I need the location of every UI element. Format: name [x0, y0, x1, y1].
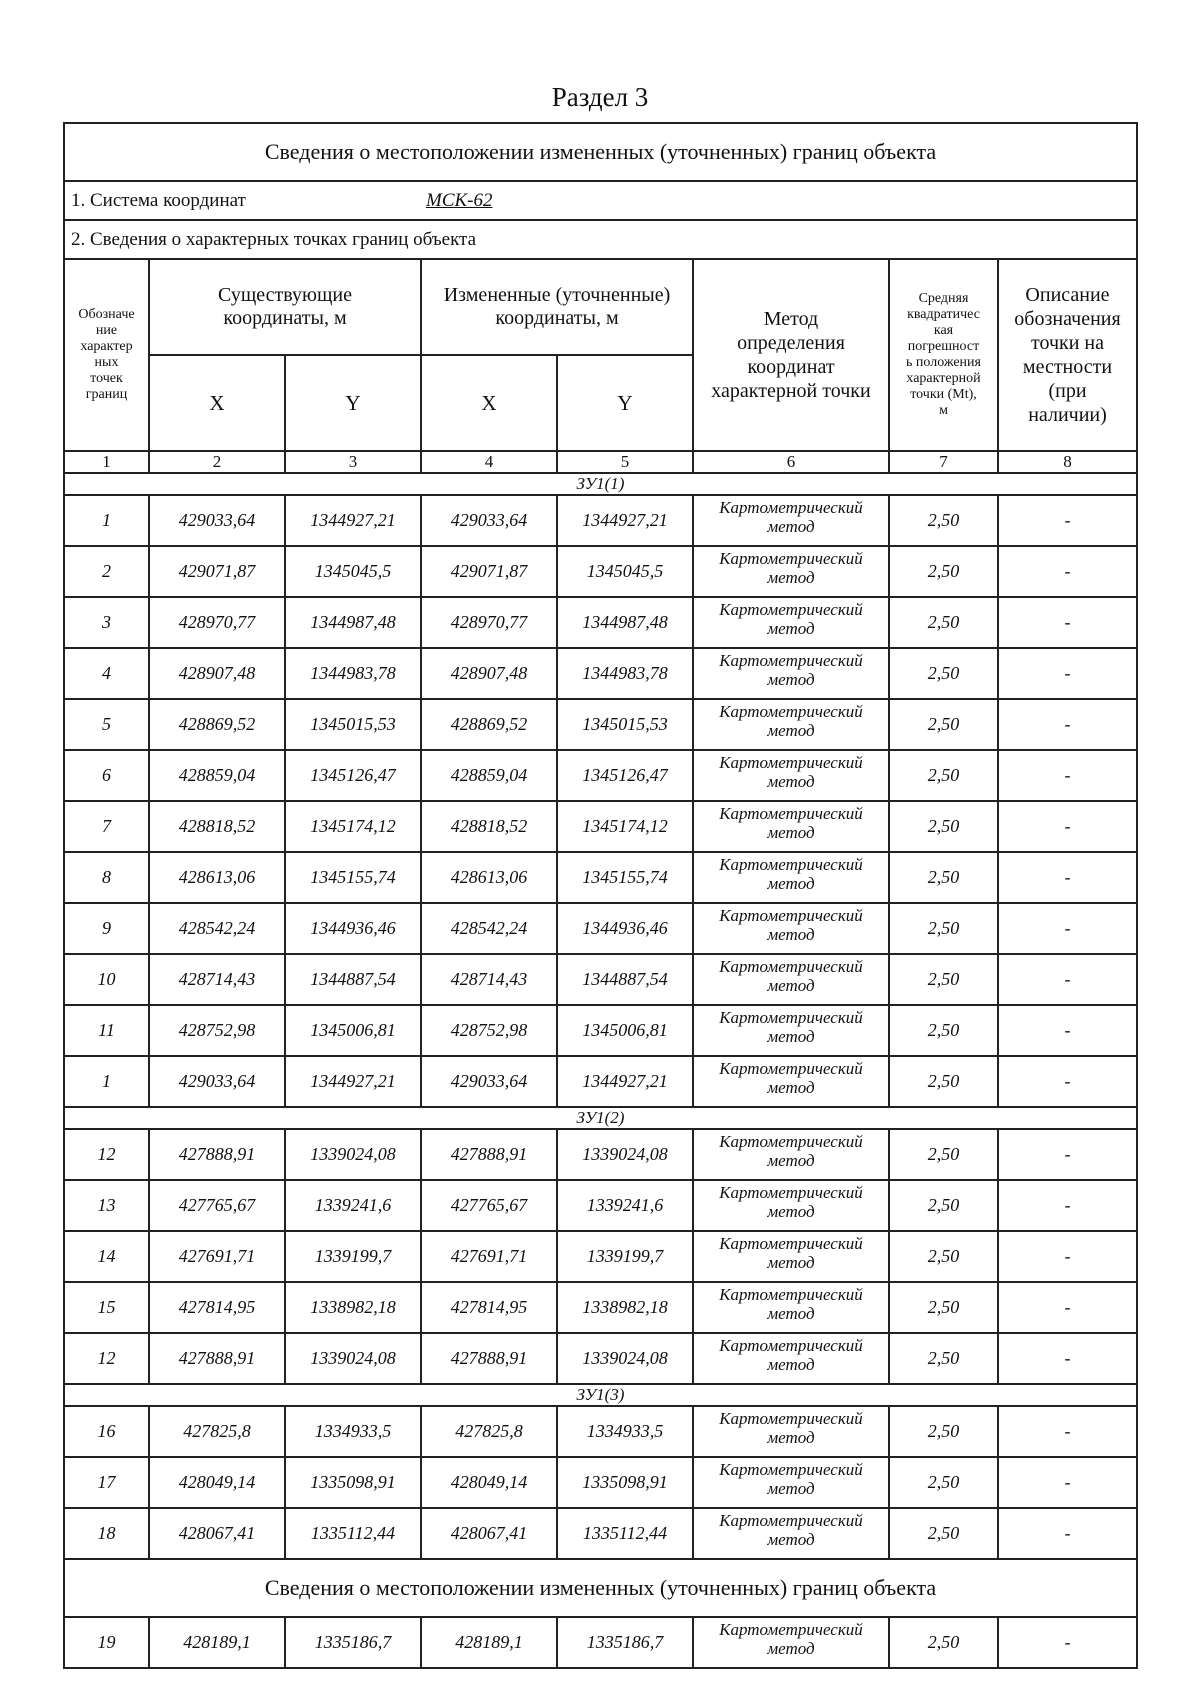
changed-y-cell: 1344887,54: [557, 954, 693, 1005]
changed-y-cell: 1335098,91: [557, 1457, 693, 1508]
point-number-cell: 5: [64, 699, 149, 750]
existing-y-cell: 1344927,21: [285, 495, 421, 546]
description-cell: -: [998, 495, 1137, 546]
description-cell: -: [998, 1333, 1137, 1384]
changed-x-cell: 427691,71: [421, 1231, 557, 1282]
header-accuracy: Средняя квадратичес кая погрешност ь положения характерной точки (Mt), м: [889, 259, 998, 451]
existing-x-cell: 429071,87: [149, 546, 285, 597]
existing-y-cell: 1335112,44: [285, 1508, 421, 1559]
point-number-cell: 18: [64, 1508, 149, 1559]
existing-x-cell: 429033,64: [149, 495, 285, 546]
changed-x-cell: 427888,91: [421, 1333, 557, 1384]
section-banner-repeat: Сведения о местоположении измененных (уточненных) границ объекта: [64, 1559, 1137, 1617]
column-numbers-row: [64, 451, 1137, 473]
point-number-cell: 17: [64, 1457, 149, 1508]
description-cell: -: [998, 1056, 1137, 1107]
header-changed-x: X: [421, 355, 557, 451]
changed-y-cell: 1339199,7: [557, 1231, 693, 1282]
table-row: [64, 495, 1137, 546]
method-cell: Картометрический метод: [693, 546, 889, 597]
method-cell: Картометрический метод: [693, 801, 889, 852]
point-number-cell: 10: [64, 954, 149, 1005]
accuracy-cell: 2,50: [889, 699, 998, 750]
existing-x-cell: 428542,24: [149, 903, 285, 954]
table-row: [64, 903, 1137, 954]
existing-y-cell: 1344983,78: [285, 648, 421, 699]
method-cell: Картометрический метод: [693, 852, 889, 903]
point-number-cell: 12: [64, 1129, 149, 1180]
accuracy-cell: 2,50: [889, 597, 998, 648]
changed-y-cell: 1344927,21: [557, 1056, 693, 1107]
method-cell: Картометрический метод: [693, 903, 889, 954]
changed-y-cell: 1344987,48: [557, 597, 693, 648]
changed-y-cell: 1338982,18: [557, 1282, 693, 1333]
changed-x-cell: 428714,43: [421, 954, 557, 1005]
accuracy-cell: 2,50: [889, 1333, 998, 1384]
header-changed-y: Y: [557, 355, 693, 451]
existing-x-cell: 428752,98: [149, 1005, 285, 1056]
table-row: [64, 1005, 1137, 1056]
existing-y-cell: 1334933,5: [285, 1406, 421, 1457]
changed-x-cell: 427825,8: [421, 1406, 557, 1457]
boundary-points-table: [63, 122, 1138, 1669]
changed-y-cell: 1344936,46: [557, 903, 693, 954]
table-row: [64, 1617, 1137, 1668]
table-row: [64, 1333, 1137, 1384]
point-number-cell: 2: [64, 546, 149, 597]
method-cell: Картометрический метод: [693, 1333, 889, 1384]
changed-x-cell: 428542,24: [421, 903, 557, 954]
point-number-cell: 19: [64, 1617, 149, 1668]
coordinate-system-row: [64, 181, 1137, 220]
description-cell: -: [998, 1180, 1137, 1231]
existing-y-cell: 1339241,6: [285, 1180, 421, 1231]
method-cell: Картометрический метод: [693, 750, 889, 801]
existing-x-cell: 427825,8: [149, 1406, 285, 1457]
description-cell: -: [998, 648, 1137, 699]
table-row: [64, 699, 1137, 750]
changed-x-cell: 427814,95: [421, 1282, 557, 1333]
accuracy-cell: 2,50: [889, 1129, 998, 1180]
existing-y-cell: 1344987,48: [285, 597, 421, 648]
existing-x-cell: 427814,95: [149, 1282, 285, 1333]
changed-x-cell: 428907,48: [421, 648, 557, 699]
column-number: 5: [557, 451, 693, 473]
accuracy-cell: 2,50: [889, 801, 998, 852]
existing-x-cell: 427888,91: [149, 1333, 285, 1384]
table-row: [64, 1129, 1137, 1180]
accuracy-cell: 2,50: [889, 1617, 998, 1668]
column-number: 2: [149, 451, 285, 473]
accuracy-cell: 2,50: [889, 852, 998, 903]
header-point-name: Обозначе ние характер ных точек границ: [64, 259, 149, 451]
table-row: [64, 1406, 1137, 1457]
description-cell: -: [998, 1617, 1137, 1668]
existing-y-cell: 1345006,81: [285, 1005, 421, 1056]
header-existing-x: X: [149, 355, 285, 451]
changed-x-cell: 427888,91: [421, 1129, 557, 1180]
accuracy-cell: 2,50: [889, 648, 998, 699]
existing-x-cell: 428049,14: [149, 1457, 285, 1508]
changed-x-cell: 428067,41: [421, 1508, 557, 1559]
point-number-cell: 14: [64, 1231, 149, 1282]
point-number-cell: 4: [64, 648, 149, 699]
header-existing-coordinates: Существующие координаты, м: [149, 259, 421, 355]
description-cell: -: [998, 597, 1137, 648]
group-header-row: [64, 1384, 1137, 1406]
changed-x-cell: 428189,1: [421, 1617, 557, 1668]
existing-x-cell: 428907,48: [149, 648, 285, 699]
accuracy-cell: 2,50: [889, 1231, 998, 1282]
description-cell: -: [998, 1508, 1137, 1559]
method-cell: Картометрический метод: [693, 597, 889, 648]
existing-y-cell: 1339024,08: [285, 1129, 421, 1180]
description-cell: -: [998, 1129, 1137, 1180]
accuracy-cell: 2,50: [889, 750, 998, 801]
description-cell: -: [998, 903, 1137, 954]
group-header-row: [64, 473, 1137, 495]
changed-x-cell: 428859,04: [421, 750, 557, 801]
changed-y-cell: 1345045,5: [557, 546, 693, 597]
points-heading: 2. Сведения о характерных точках границ объекта: [64, 220, 1137, 259]
changed-y-cell: 1345015,53: [557, 699, 693, 750]
column-number: 4: [421, 451, 557, 473]
changed-x-cell: 428752,98: [421, 1005, 557, 1056]
column-number: 7: [889, 451, 998, 473]
point-number-cell: 6: [64, 750, 149, 801]
changed-x-cell: 428970,77: [421, 597, 557, 648]
column-number: 6: [693, 451, 889, 473]
changed-x-cell: 428613,06: [421, 852, 557, 903]
accuracy-cell: 2,50: [889, 954, 998, 1005]
table-row: [64, 801, 1137, 852]
changed-x-cell: 428818,52: [421, 801, 557, 852]
changed-x-cell: 429033,64: [421, 495, 557, 546]
description-cell: -: [998, 699, 1137, 750]
changed-y-cell: 1334933,5: [557, 1406, 693, 1457]
header-existing-y: Y: [285, 355, 421, 451]
method-cell: Картометрический метод: [693, 1508, 889, 1559]
changed-y-cell: 1344927,21: [557, 495, 693, 546]
table-row: [64, 648, 1137, 699]
existing-x-cell: 428818,52: [149, 801, 285, 852]
table-row: [64, 954, 1137, 1005]
table-row: [64, 546, 1137, 597]
coordinate-system-value: МСК-62: [426, 189, 493, 211]
column-number: 3: [285, 451, 421, 473]
point-number-cell: 9: [64, 903, 149, 954]
point-number-cell: 15: [64, 1282, 149, 1333]
coordinate-system-label: 1. Система координат: [71, 189, 246, 211]
description-cell: -: [998, 1231, 1137, 1282]
table-row: [64, 1457, 1137, 1508]
existing-x-cell: 428613,06: [149, 852, 285, 903]
changed-y-cell: 1339024,08: [557, 1333, 693, 1384]
method-cell: Картометрический метод: [693, 954, 889, 1005]
changed-x-cell: 429033,64: [421, 1056, 557, 1107]
existing-y-cell: 1335098,91: [285, 1457, 421, 1508]
group-header-row: [64, 1107, 1137, 1129]
method-cell: Картометрический метод: [693, 1282, 889, 1333]
table-row: [64, 1180, 1137, 1231]
existing-x-cell: 428189,1: [149, 1617, 285, 1668]
changed-y-cell: 1345006,81: [557, 1005, 693, 1056]
point-number-cell: 7: [64, 801, 149, 852]
existing-y-cell: 1345045,5: [285, 546, 421, 597]
existing-y-cell: 1344927,21: [285, 1056, 421, 1107]
table-row: [64, 1056, 1137, 1107]
description-cell: -: [998, 954, 1137, 1005]
description-cell: -: [998, 852, 1137, 903]
existing-x-cell: 428067,41: [149, 1508, 285, 1559]
method-cell: Картометрический метод: [693, 1056, 889, 1107]
existing-y-cell: 1344887,54: [285, 954, 421, 1005]
point-number-cell: 3: [64, 597, 149, 648]
method-cell: Картометрический метод: [693, 495, 889, 546]
point-number-cell: 12: [64, 1333, 149, 1384]
existing-x-cell: 429033,64: [149, 1056, 285, 1107]
existing-y-cell: 1345174,12: [285, 801, 421, 852]
method-cell: Картометрический метод: [693, 1231, 889, 1282]
existing-y-cell: 1338982,18: [285, 1282, 421, 1333]
description-cell: -: [998, 1406, 1137, 1457]
table-row: [64, 750, 1137, 801]
changed-y-cell: 1335186,7: [557, 1617, 693, 1668]
accuracy-cell: 2,50: [889, 903, 998, 954]
accuracy-cell: 2,50: [889, 1457, 998, 1508]
accuracy-cell: 2,50: [889, 1056, 998, 1107]
changed-x-cell: 427765,67: [421, 1180, 557, 1231]
group-name: ЗУ1(2): [64, 1107, 1137, 1129]
column-number: 1: [64, 451, 149, 473]
header-description: Описание обозначения точки на местности (при наличии): [998, 259, 1137, 451]
accuracy-cell: 2,50: [889, 1406, 998, 1457]
description-cell: -: [998, 750, 1137, 801]
point-number-cell: 1: [64, 495, 149, 546]
existing-x-cell: 427691,71: [149, 1231, 285, 1282]
method-cell: Картометрический метод: [693, 1457, 889, 1508]
existing-y-cell: 1335186,7: [285, 1617, 421, 1668]
existing-x-cell: 428859,04: [149, 750, 285, 801]
method-cell: Картометрический метод: [693, 1406, 889, 1457]
changed-x-cell: 429071,87: [421, 546, 557, 597]
group-name: ЗУ1(3): [64, 1384, 1137, 1406]
existing-x-cell: 428869,52: [149, 699, 285, 750]
point-number-cell: 8: [64, 852, 149, 903]
point-number-cell: 16: [64, 1406, 149, 1457]
table-row: [64, 852, 1137, 903]
header-method: Метод определения координат характерной точки: [693, 259, 889, 451]
table-row: [64, 1508, 1137, 1559]
existing-y-cell: 1339024,08: [285, 1333, 421, 1384]
table-row: [64, 597, 1137, 648]
description-cell: -: [998, 546, 1137, 597]
changed-y-cell: 1339241,6: [557, 1180, 693, 1231]
method-cell: Картометрический метод: [693, 1180, 889, 1231]
changed-y-cell: 1345174,12: [557, 801, 693, 852]
existing-y-cell: 1345015,53: [285, 699, 421, 750]
changed-y-cell: 1345155,74: [557, 852, 693, 903]
description-cell: -: [998, 801, 1137, 852]
description-cell: -: [998, 1282, 1137, 1333]
accuracy-cell: 2,50: [889, 495, 998, 546]
changed-y-cell: 1345126,47: [557, 750, 693, 801]
changed-y-cell: 1344983,78: [557, 648, 693, 699]
description-cell: -: [998, 1005, 1137, 1056]
table-row: [64, 1231, 1137, 1282]
changed-y-cell: 1335112,44: [557, 1508, 693, 1559]
existing-x-cell: 428970,77: [149, 597, 285, 648]
existing-y-cell: 1344936,46: [285, 903, 421, 954]
accuracy-cell: 2,50: [889, 1282, 998, 1333]
method-cell: Картометрический метод: [693, 648, 889, 699]
existing-y-cell: 1345126,47: [285, 750, 421, 801]
table-row: [64, 1282, 1137, 1333]
description-cell: -: [998, 1457, 1137, 1508]
accuracy-cell: 2,50: [889, 1180, 998, 1231]
existing-x-cell: 428714,43: [149, 954, 285, 1005]
header-changed-coordinates: Измененные (уточненные) координаты, м: [421, 259, 693, 355]
existing-y-cell: 1345155,74: [285, 852, 421, 903]
method-cell: Картометрический метод: [693, 1617, 889, 1668]
point-number-cell: 1: [64, 1056, 149, 1107]
accuracy-cell: 2,50: [889, 1508, 998, 1559]
changed-x-cell: 428049,14: [421, 1457, 557, 1508]
method-cell: Картометрический метод: [693, 1129, 889, 1180]
changed-y-cell: 1339024,08: [557, 1129, 693, 1180]
changed-x-cell: 428869,52: [421, 699, 557, 750]
existing-y-cell: 1339199,7: [285, 1231, 421, 1282]
existing-x-cell: 427888,91: [149, 1129, 285, 1180]
accuracy-cell: 2,50: [889, 1005, 998, 1056]
method-cell: Картометрический метод: [693, 699, 889, 750]
point-number-cell: 13: [64, 1180, 149, 1231]
page-title: Раздел 3: [551, 82, 649, 112]
method-cell: Картометрический метод: [693, 1005, 889, 1056]
column-number: 8: [998, 451, 1137, 473]
existing-x-cell: 427765,67: [149, 1180, 285, 1231]
accuracy-cell: 2,50: [889, 546, 998, 597]
point-number-cell: 11: [64, 1005, 149, 1056]
section-banner: Сведения о местоположении измененных (уточненных) границ объекта: [64, 123, 1137, 181]
group-name: ЗУ1(1): [64, 473, 1137, 495]
